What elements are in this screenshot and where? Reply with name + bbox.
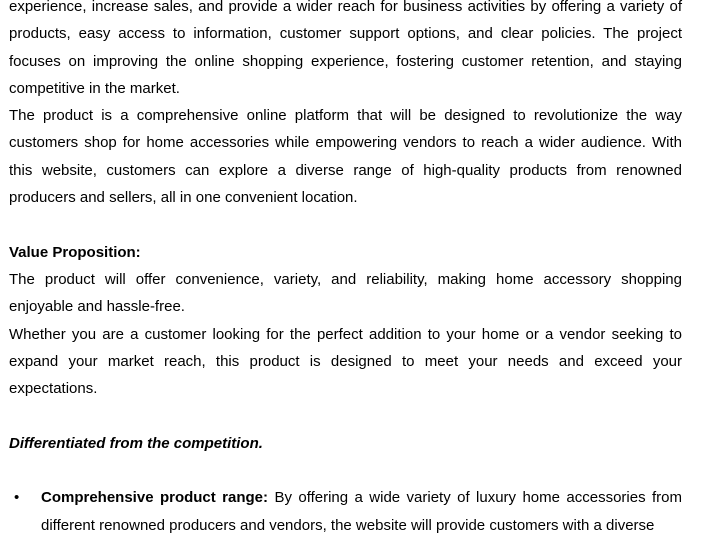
bullet-body-text: By offering a wide variety of luxury home accessories from different renowned producers and vendors, the website will provide customers with a diverse — [41, 489, 682, 534]
bullet-icon: • — [14, 489, 20, 507]
differentiation-bullet-list — [9, 484, 682, 539]
differentiation-heading: Differentiated from the competition. — [9, 434, 263, 452]
list-item — [9, 484, 682, 539]
value-proposition-paragraph-1: The product will offer convenience, variety, and reliability, making home accessory shopping enjoyable and hassle-free. — [9, 270, 682, 316]
product-description-paragraph: The product is a comprehensive online platform that will be designed to revolutionize the way customers shop for home accessories while empowering vendors to reach a wider audience. With this website, customers can explore a diverse range of high-quality products from renowned producers and sellers, all in one convenient location. — [9, 107, 682, 207]
blank-line — [9, 211, 682, 238]
intro-paragraph-continued: experience, increase sales, and provide a wider reach for business activities by offering a variety of products, easy access to information, customer support options, and clear policies. The project focuses on improving the online shopping experience, fostering customer retention, and staying competitive in the market. — [9, 0, 682, 97]
value-proposition-paragraph-2: Whether you are a customer looking for the perfect addition to your home or a vendor seeking to expand your market reach, this product is designed to meet your needs and exceed your expectations. — [9, 325, 682, 398]
document-page — [9, 0, 682, 539]
blank-line — [9, 402, 682, 429]
value-proposition-heading: Value Proposition: — [9, 243, 141, 261]
blank-line — [9, 457, 682, 484]
bullet-lead-text: Comprehensive product range: — [41, 489, 269, 507]
